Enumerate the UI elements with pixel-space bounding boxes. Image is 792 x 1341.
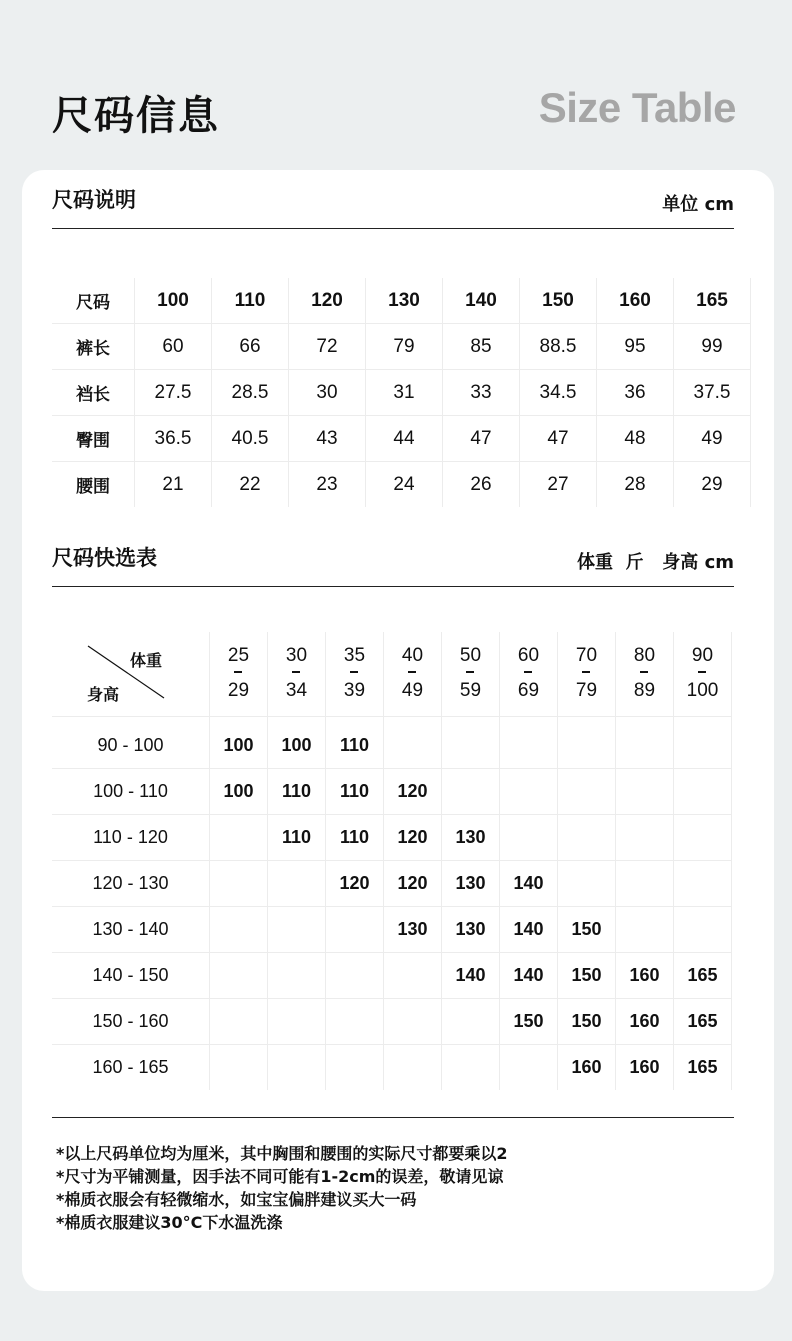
weight-from: 30 <box>285 645 308 666</box>
size-value-cell: 28.5 <box>212 370 289 416</box>
recommended-size-cell: 110 <box>326 815 384 861</box>
recommended-size-cell <box>210 907 268 953</box>
size-table <box>52 278 751 507</box>
range-dash <box>524 671 532 673</box>
quick-table-row <box>52 1045 732 1091</box>
weight-from: 25 <box>227 645 250 666</box>
size-value-cell: 99 <box>674 324 751 370</box>
size-value-cell: 36.5 <box>135 416 212 462</box>
size-value-cell: 85 <box>443 324 520 370</box>
recommended-size-cell <box>210 999 268 1045</box>
recommended-size-cell <box>210 861 268 907</box>
recommended-size-cell: 150 <box>500 999 558 1045</box>
quick-select-table <box>52 632 732 1090</box>
corner-diagonal-label <box>52 632 209 716</box>
recommended-size-cell <box>558 769 616 815</box>
size-value-cell: 43 <box>289 416 366 462</box>
recommended-size-cell: 140 <box>500 907 558 953</box>
size-value-cell: 30 <box>289 370 366 416</box>
recommended-size-cell: 110 <box>268 769 326 815</box>
weight-to: 100 <box>686 680 719 701</box>
recommended-size-cell: 100 <box>210 769 268 815</box>
recommended-size-cell: 110 <box>326 717 384 769</box>
weight-to: 89 <box>633 680 656 701</box>
height-range-label: 120 - 130 <box>52 861 210 907</box>
recommended-size-cell <box>558 815 616 861</box>
notes-divider <box>52 1117 734 1118</box>
range-dash <box>698 671 706 673</box>
weight-from: 50 <box>459 645 482 666</box>
recommended-size-cell <box>500 815 558 861</box>
size-header-cell: 100 <box>135 278 212 324</box>
quick-table-row <box>52 769 732 815</box>
recommended-size-cell <box>442 1045 500 1091</box>
recommended-size-cell <box>268 953 326 999</box>
weight-range-header <box>384 632 442 717</box>
recommended-size-cell <box>326 953 384 999</box>
size-value-cell: 33 <box>443 370 520 416</box>
recommended-size-cell <box>616 907 674 953</box>
weight-range <box>286 646 307 700</box>
corner-height-label: 身高 <box>87 685 120 704</box>
page-header <box>0 0 792 170</box>
recommended-size-cell <box>500 769 558 815</box>
quick-table-row <box>52 861 732 907</box>
size-table-row <box>52 416 751 462</box>
note-item: *棉质衣服建议30°C下水温洗涤 <box>56 1213 283 1232</box>
weight-from: 90 <box>691 645 714 666</box>
size-value-cell: 24 <box>366 462 443 508</box>
size-value-cell: 27 <box>520 462 597 508</box>
size-value-cell: 47 <box>520 416 597 462</box>
height-range-label: 140 - 150 <box>52 953 210 999</box>
recommended-size-cell <box>558 861 616 907</box>
weight-to: 29 <box>227 680 250 701</box>
recommended-size-cell: 100 <box>210 717 268 769</box>
recommended-size-cell: 100 <box>268 717 326 769</box>
size-header-cell: 110 <box>212 278 289 324</box>
recommended-size-cell: 160 <box>616 1045 674 1091</box>
recommended-size-cell: 120 <box>384 815 442 861</box>
recommended-size-cell <box>616 717 674 769</box>
size-value-cell: 49 <box>674 416 751 462</box>
notes-list <box>56 1142 508 1234</box>
weight-to: 59 <box>459 680 482 701</box>
corner-weight-label: 体重 <box>130 651 163 670</box>
weight-range <box>460 646 481 700</box>
quick-table-row <box>52 999 732 1045</box>
weight-range-header <box>674 632 732 717</box>
recommended-size-cell <box>674 907 732 953</box>
size-row-label: 尺码 <box>52 278 135 324</box>
page-title: 尺码信息 <box>52 93 220 139</box>
recommended-size-cell: 130 <box>442 861 500 907</box>
height-range-label: 100 - 110 <box>52 769 210 815</box>
recommended-size-cell <box>268 861 326 907</box>
weight-range <box>344 646 365 700</box>
size-value-cell: 22 <box>212 462 289 508</box>
size-value-cell: 21 <box>135 462 212 508</box>
range-dash <box>408 671 416 673</box>
range-dash <box>292 671 300 673</box>
quick-section-unit: 体重 斤 身高 cm <box>576 552 734 573</box>
size-value-cell: 34.5 <box>520 370 597 416</box>
recommended-size-cell: 165 <box>674 953 732 999</box>
weight-to: 49 <box>401 680 424 701</box>
size-section-header <box>52 188 734 229</box>
size-row-label: 裤长 <box>52 324 135 370</box>
size-value-cell: 40.5 <box>212 416 289 462</box>
recommended-size-cell: 130 <box>442 907 500 953</box>
weight-to: 79 <box>575 680 598 701</box>
recommended-size-cell: 120 <box>384 861 442 907</box>
size-value-cell: 79 <box>366 324 443 370</box>
height-range-label: 130 - 140 <box>52 907 210 953</box>
recommended-size-cell: 140 <box>442 953 500 999</box>
recommended-size-cell: 130 <box>384 907 442 953</box>
size-value-cell: 47 <box>443 416 520 462</box>
weight-to: 69 <box>517 680 540 701</box>
size-value-cell: 23 <box>289 462 366 508</box>
recommended-size-cell <box>674 815 732 861</box>
weight-to: 34 <box>285 680 308 701</box>
recommended-size-cell <box>674 861 732 907</box>
range-dash <box>350 671 358 673</box>
diagonal-line-icon <box>52 632 209 716</box>
size-row-label: 腰围 <box>52 462 135 508</box>
page-title-english: Size Table <box>538 84 736 131</box>
size-header-cell: 140 <box>443 278 520 324</box>
size-value-cell: 95 <box>597 324 674 370</box>
quick-section-title: 尺码快选表 <box>52 546 157 570</box>
size-table-row <box>52 324 751 370</box>
recommended-size-cell: 120 <box>326 861 384 907</box>
size-value-cell: 60 <box>135 324 212 370</box>
weight-from: 70 <box>575 645 598 666</box>
size-value-cell: 88.5 <box>520 324 597 370</box>
weight-range <box>634 646 655 700</box>
recommended-size-cell <box>268 907 326 953</box>
weight-range-header <box>442 632 500 717</box>
size-table-header-row <box>52 278 751 324</box>
weight-to: 39 <box>343 680 366 701</box>
size-value-cell: 66 <box>212 324 289 370</box>
recommended-size-cell <box>616 815 674 861</box>
range-dash <box>234 671 242 673</box>
size-header-cell: 150 <box>520 278 597 324</box>
note-item: *棉质衣服会有轻微缩水，如宝宝偏胖建议买大一码 <box>56 1190 417 1209</box>
recommended-size-cell <box>210 1045 268 1091</box>
size-info-card <box>22 170 774 1291</box>
size-value-cell: 36 <box>597 370 674 416</box>
size-row-label: 裆长 <box>52 370 135 416</box>
recommended-size-cell: 110 <box>326 769 384 815</box>
weight-from: 40 <box>401 645 424 666</box>
range-dash <box>466 671 474 673</box>
size-value-cell: 72 <box>289 324 366 370</box>
quick-table-row <box>52 907 732 953</box>
recommended-size-cell: 165 <box>674 1045 732 1091</box>
weight-range-header <box>616 632 674 717</box>
size-section-unit: 单位 cm <box>662 194 734 215</box>
recommended-size-cell <box>210 953 268 999</box>
size-header-cell: 165 <box>674 278 751 324</box>
height-range-label: 90 - 100 <box>52 717 210 769</box>
recommended-size-cell: 150 <box>558 953 616 999</box>
size-value-cell: 48 <box>597 416 674 462</box>
recommended-size-cell <box>268 1045 326 1091</box>
recommended-size-cell <box>210 815 268 861</box>
size-table-row <box>52 462 751 508</box>
size-table-row <box>52 370 751 416</box>
weight-range-header <box>210 632 268 717</box>
weight-range-header <box>326 632 384 717</box>
recommended-size-cell: 160 <box>558 1045 616 1091</box>
recommended-size-cell <box>616 769 674 815</box>
quick-table-row <box>52 953 732 999</box>
size-value-cell: 29 <box>674 462 751 508</box>
range-dash <box>640 671 648 673</box>
height-range-label: 160 - 165 <box>52 1045 210 1091</box>
recommended-size-cell <box>500 717 558 769</box>
recommended-size-cell <box>326 907 384 953</box>
quick-table-corner <box>52 632 210 717</box>
weight-range <box>228 646 249 700</box>
recommended-size-cell: 140 <box>500 953 558 999</box>
weight-range <box>687 646 719 700</box>
quick-section-header <box>52 546 734 587</box>
size-header-cell: 160 <box>597 278 674 324</box>
weight-range-header <box>268 632 326 717</box>
recommended-size-cell: 130 <box>442 815 500 861</box>
size-value-cell: 28 <box>597 462 674 508</box>
recommended-size-cell: 165 <box>674 999 732 1045</box>
weight-range-header <box>558 632 616 717</box>
recommended-size-cell: 160 <box>616 953 674 999</box>
recommended-size-cell <box>442 769 500 815</box>
recommended-size-cell <box>674 717 732 769</box>
note-item: *尺寸为平铺测量，因手法不同可能有1-2cm的误差，敬请见谅 <box>56 1167 504 1186</box>
weight-range <box>576 646 597 700</box>
recommended-size-cell <box>442 999 500 1045</box>
recommended-size-cell <box>442 717 500 769</box>
size-header-cell: 120 <box>289 278 366 324</box>
recommended-size-cell: 120 <box>384 769 442 815</box>
recommended-size-cell: 150 <box>558 907 616 953</box>
recommended-size-cell <box>384 717 442 769</box>
recommended-size-cell <box>558 717 616 769</box>
note-item: *以上尺码单位均为厘米，其中胸围和腰围的实际尺寸都要乘以2 <box>56 1144 508 1163</box>
recommended-size-cell <box>384 1045 442 1091</box>
recommended-size-cell: 160 <box>616 999 674 1045</box>
size-value-cell: 26 <box>443 462 520 508</box>
size-value-cell: 27.5 <box>135 370 212 416</box>
size-value-cell: 44 <box>366 416 443 462</box>
weight-from: 60 <box>517 645 540 666</box>
height-range-label: 110 - 120 <box>52 815 210 861</box>
weight-range-header <box>500 632 558 717</box>
recommended-size-cell <box>616 861 674 907</box>
size-row-label: 臀围 <box>52 416 135 462</box>
weight-from: 80 <box>633 645 656 666</box>
size-value-cell: 31 <box>366 370 443 416</box>
quick-table-header-row <box>52 632 732 717</box>
recommended-size-cell: 150 <box>558 999 616 1045</box>
recommended-size-cell: 140 <box>500 861 558 907</box>
recommended-size-cell <box>268 999 326 1045</box>
weight-range <box>518 646 539 700</box>
recommended-size-cell <box>326 1045 384 1091</box>
recommended-size-cell <box>674 769 732 815</box>
quick-table-row <box>52 815 732 861</box>
height-range-label: 150 - 160 <box>52 999 210 1045</box>
range-dash <box>582 671 590 673</box>
recommended-size-cell <box>500 1045 558 1091</box>
recommended-size-cell: 110 <box>268 815 326 861</box>
quick-table-row <box>52 717 732 769</box>
weight-from: 35 <box>343 645 366 666</box>
size-section-title: 尺码说明 <box>52 188 136 212</box>
recommended-size-cell <box>384 999 442 1045</box>
recommended-size-cell <box>384 953 442 999</box>
size-header-cell: 130 <box>366 278 443 324</box>
recommended-size-cell <box>326 999 384 1045</box>
size-value-cell: 37.5 <box>674 370 751 416</box>
weight-range <box>402 646 423 700</box>
